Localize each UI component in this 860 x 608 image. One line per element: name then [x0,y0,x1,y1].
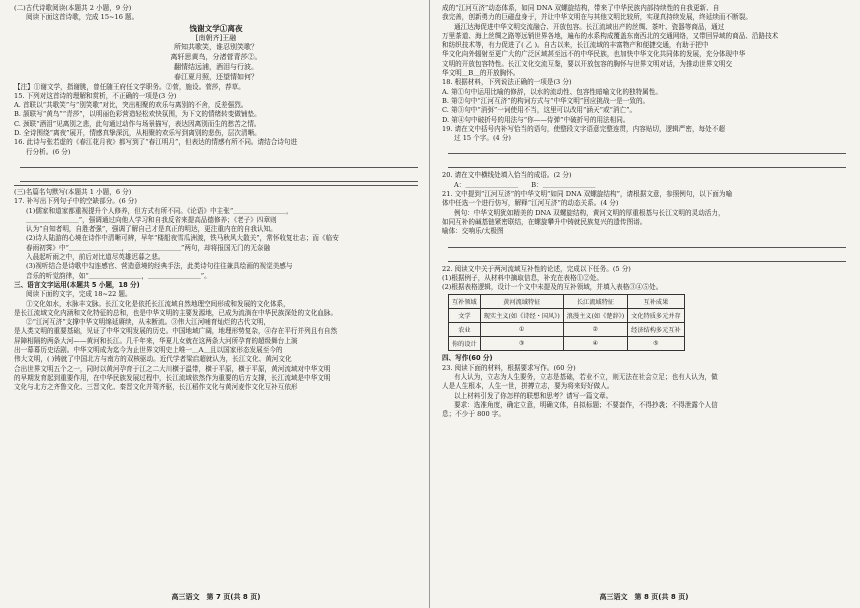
text-line: 16. 此诗与张若虚的《春江花月夜》都写到了“春江明月”，但表达的情感有所不同。请结合诗句进 [14,138,298,147]
text-line: 以上材料引发了你怎样的联想和思考？请写一篇文章。 [454,391,613,400]
table-row [449,337,685,351]
text-line: 19. 请在文中括号内补写恰当的语句，使整段文字语意完整连贯，内容贴切，逻辑严密，每处不超 [442,124,725,133]
answer-line[interactable] [448,237,846,248]
text-line: 是长江流域文化内涵和文化特征的总和，也是中华文明的主要发源地，已成为流淌在中华民族深处的文化血脉。 [14,308,338,317]
text-line: 15. 下列对这首诗的理解和赏析，不正确的一项是(3 分) [14,91,177,100]
text-line: A：＿＿＿＿＿＿＿＿ B：＿＿＿＿＿＿＿＿ [454,180,596,189]
passage-continuation [442,4,846,78]
text-line: 春雨初霁》中“＿＿＿＿＿＿＿＿，＿＿＿＿＿＿＿＿”两句，却将报国无门的无奈融 [26,243,271,252]
page-footer: 高三语文 第 7 页(共 8 页) [171,593,261,601]
text-line: 翻情结远浦，酒泪与行波。 [174,62,258,71]
table-cell: 经济结构多元互补 [628,323,685,337]
text-line: ①文化如水，水脉丰文脉。长江文化是依托长江流域自然地理空间形成和发展的文化体系， [26,299,290,308]
table-cell: 农业 [449,323,481,337]
table-cell[interactable]: ① [480,323,563,337]
text-line: 21. 文中提到“江河互济”的中华文明“如同 DNA 双螺旋结构”，请根据文意，参照例句，以下面为喻 [442,190,733,199]
text-line: 合出世界文明五个之一，同时以黄河孕育于江之二大川横于温带，横于平原，横于平原，黄河流域对中华文明 [14,364,331,373]
table-cell: 文学 [449,309,481,323]
text-line: (二)古代诗歌阅读(本题共 2 小题，9 分) [14,4,132,12]
table-header-cell: 互补领域 [449,295,481,309]
text-line: (1)根据例子，从材料中摘取信息，补充在表格①②处。 [442,273,603,282]
text-line: 所知共歌笑，谁忍别笑歌？ [174,43,258,52]
text-line: C. 颈联“酒泪”见离别之悲，此句通过动作与场景描写，表达因离别而生的愁苦之情。 [14,119,261,128]
text-line: 人是人生根本，人生一世，拼搏立志，要为将来好好做人。 [442,382,614,391]
text-line: B. 第②句中“江河互济”的构词方式与“中华文明”回应挑战一是一致的。 [442,96,650,105]
text-line: ＿＿＿＿＿＿＿＿”，强调通过向他人学习和自我反省来提高品德修养；《老子》四章则 [26,215,277,224]
text-line: 要求：选准角度，确定立意，明确文体，自拟标题；不要套作，不得抄袭；不得泄露个人信 [454,400,718,409]
table-row [449,323,685,337]
answer-line[interactable] [20,171,418,182]
text-line: ②“江河互济”支撑中华文明绵延赓续，从未断流。③伟大江河哺育灿烂的古代文明， [26,318,271,327]
text-line: 例句：中华文明犹如精美的 DNA 双螺旋结构，黄河文明的厚重根基与长江文明的灵动活力， [454,208,725,217]
text-line: (2)诗人陆游的心境在诗作中清晰可辨，早年“楼船夜雪瓜洲渡，铁马秋风大散关”，常怀收复壮志；而《临安 [26,234,339,243]
section-divider [14,185,418,186]
text-line: 出一幕幕历史话剧。中华文明成为迄今为止世界文明史上唯一＿A＿且以国家形态发展至今的 [14,346,283,354]
table-header-cell: 互补成果 [628,295,685,309]
answer-line[interactable] [448,251,846,262]
answer-line[interactable] [20,157,418,168]
text-line: 息；不少于 800 字。 [442,410,505,419]
text-line: (2)根据表格逻辑，设计一个文中未提及的互补领域，并填入表格③④⑤处。 [442,283,663,292]
table-cell[interactable]: ④ [563,337,627,351]
question-22 [442,265,846,293]
table-cell: 现实主义(如《诗经・国风》) [480,309,563,323]
table-header-cell: 黄河流域特征 [480,295,563,309]
text-line: A. 第①句中运用比喻的修辞，以水的流动性、包容性暗喻文化的独特属性。 [442,87,662,96]
text-line: 20. 请在文中横线处填入恰当的成语。(2 分) [442,171,572,180]
page-footer: 高三语文 第 8 页(共 8 页) [599,593,689,601]
text-line: (三)名篇名句默写(本题共 1 小题，6 分) [14,187,132,196]
complement-table [448,294,685,351]
text-line: 过 15 个字。(4 分) [454,134,511,143]
text-line: 入晨起听雨之中，前后对比道尽英雄迟暮之悲。 [26,253,165,262]
text-line: (1)儒家和道家都重视提升个人修养，但方式有所不同。《论语》中主张“＿＿＿＿＿＿＿＿， [26,206,293,215]
text-line: 喻体：交响乐/太极图 [442,227,504,236]
exam-page-7 [4,4,428,604]
text-line: 23. 阅读下面的材料，根据要求写作。(60 分) [442,363,576,372]
table-header-row [449,295,685,309]
text-line: D. 全诗围绕“离夜”展开，情感真挚深沉，从相聚的欢乐写到离别的悲伤，层次清晰。 [14,129,261,138]
text-line: 【注】①谢文学，指谢朓，曾任随王府任文学职务。②菅，施设。菅莎，荐草。 [14,82,245,91]
text-line: 饯谢文学①离夜 [189,23,243,33]
table-cell: 文化特质多元并存 [628,309,685,323]
table-cell[interactable]: ③ [480,337,563,351]
text-line: 体中任选一个进行仿写，解释“江河互济”的动态关系。(4 分) [442,199,619,208]
table-row [449,309,685,323]
text-line: 和纺织技术等，有力促进了( 乙 )。自古以来，长江流域的丰富物产和便捷交通，有助于把中 [442,41,709,50]
text-line: B. 颔联写“黄鸟”“青莎”，以明丽色彩营造轻松欢快氛围，为下文的情绪转变做铺垫。 [14,110,261,119]
text-line: 阅读下面这首诗歌，完成 15~16 题。 [26,13,139,22]
questions-20-21 [442,171,846,236]
text-line: 阅读下面的文字，完成 18~22 题。 [26,290,132,299]
text-line: 如同互补的碱基链紧密联结，在螺旋攀升中铸就民族复兴的遗传图谱。 [442,217,647,226]
text-line: D. 第④句中破折号的用法与“你——侍弹”中破折号的用法相同。 [442,115,630,124]
exam-page-8 [432,4,856,604]
text-line: 认为“自知者明，自胜者强”，强调了解自己才是真正的明达，更注重内在的自我认知。 [26,225,277,234]
text-line: 17. 补写出下列句子中的空缺部分。(6 分) [14,197,137,206]
text-line: 离轩思黄鸟，分渚菅青莎②。 [170,53,262,62]
table-cell: 你的设计 [449,337,481,351]
text-line: 文明的开放包容特性。长江文化交流互鉴，要以开放包容的胸怀与世界文明对话，为推动世界文明交 [442,59,733,68]
text-line: A. 首联以“共歌笑”与“别笑歌”对比，突出相聚的欢乐与离别的不舍，反差强烈。 [14,101,248,110]
text-line: 成的“江河互济”动态体系，如同 DNA 双螺旋结构，带来了中华民族内部持续性的自我更新、自 [442,4,720,12]
text-line: 万里茶道、海上丝绸之路等远销世界各地，遍布的水系构成覆盖东南西北的交通网络，又带回异域的商品、沿路技术 [442,31,779,40]
text-line: [南朝齐]王融 [195,33,237,42]
text-line: 的早期发育起到重要作用，在中华民族发展过程中，长江流域依然作为重要的后方支撑，长江流域是中华文明 [14,373,331,382]
text-line: (3)视听结合是诗歌中勾连感官、营造意境的经典手法，此类诗句往往兼具绘画的视觉美感与 [26,262,293,271]
text-line: 三、语言文字运用(本题共 5 小题，18 分) [14,280,140,289]
table-cell: 浪漫主义(如《楚辞》) [563,309,627,323]
writing-section [442,354,846,419]
text-line: 是人类文明的重要基础，见证了中华文明发展的历史。中国地域广阔，地理形势复杂，④存在平行并列且有自然 [14,327,338,336]
answer-line[interactable] [448,143,846,154]
text-line: 行分析。(6 分) [26,147,71,156]
text-line: 18. 根据材料，下列说法正确的一项是(3 分) [442,78,572,87]
answer-line[interactable] [448,157,846,168]
text-line: C. 第③句中“消弭”一词使用不当，这里可以改用“涵天”或“消亡”。 [442,106,637,115]
text-line: 通江达海促进中华文明交流融合、开放包容。长江流域出产的丝绸、茶叶、瓷器等商品，通过 [454,22,725,31]
text-line: 伟大文明，( )铸就了中国北方与南方的双核驱动。近代学者梁启超就认为，长江文化、黄河文化 [14,355,292,364]
text-line: 华文明＿B＿的开放胸怀。 [442,69,520,78]
text-line: 我完善，创新勇力的巨磁盘身于，并让中华文明在与其他文明比较所，实现真持续发展，终延续而不断裂。 [442,13,752,22]
questions-18-19 [442,78,846,143]
text-line: 音乐的听觉韵律，如“＿＿＿＿＿＿＿＿，＿＿＿＿＿＿＿＿”。 [26,271,211,280]
table-cell[interactable]: ② [563,323,627,337]
text-line: 华文化向外辐射至更广大的广泛区域甚至远不的中华民族，也加快中华文化共同体的发展，充分体现中华 [442,50,746,59]
text-line: 文化与北方之齐鲁文化、三晋文化、秦晋文化并驾齐驱，长江稻作文化与黄河麦作文化互补互依形 [14,383,298,392]
text-line: 四、写作(60 分) [442,354,493,363]
text-line: 春江夏月照，还望情如何？ [174,72,258,81]
page-divider [429,0,430,608]
table-cell[interactable]: ⑤ [628,337,685,351]
recitation-and-language-section [14,188,418,393]
poetry-section [14,4,418,157]
text-line: 屏障相隔的两条大河——黄河和长江。几千年来，华夏儿女就在这两条大河所孕育的超级舞台上演 [14,336,298,345]
text-line: 22. 阅读文中关于两河流域互补性的论述，完成以下任务。(5 分) [442,264,631,273]
text-line: 有人认为，立志为人生要务，立志是基础，若业不立，则无法在社会立足；也有人认为，做 [454,373,718,382]
table-header-cell: 长江流域特征 [563,295,627,309]
